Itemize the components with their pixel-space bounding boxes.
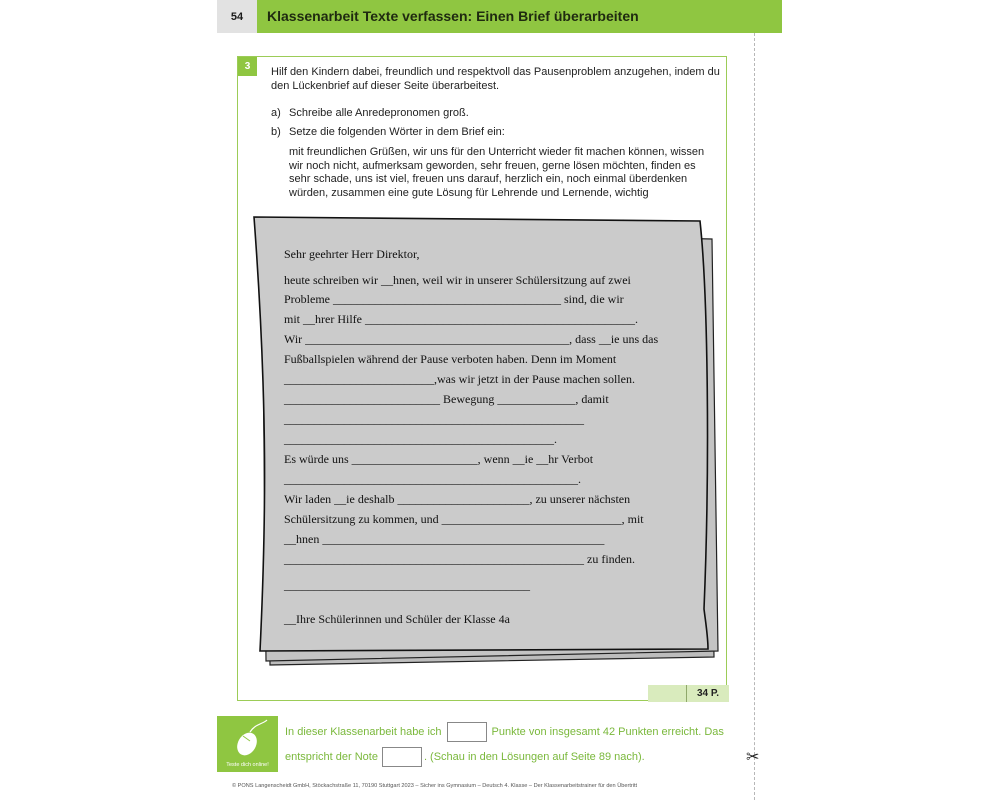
summary-text: Punkte von insgesamt 42 Punkten erreicht. Das — [491, 726, 724, 738]
letter-line: _____________________________________________. — [284, 432, 557, 446]
letter-line: _________________________,was wir jetzt in der Pause machen sollen. — [284, 372, 635, 386]
letter-line: Schülersitzung zu kommen, und ______________________________, mit — [284, 512, 644, 526]
letter-line: __hnen _______________________________________________ — [284, 532, 605, 546]
page-title: Klassenarbeit Texte verfassen: Einen Brief überarbeiten — [267, 8, 639, 24]
letter-line: __________________________ Bewegung _____________, damit — [284, 392, 609, 406]
task-item-a — [271, 106, 469, 120]
letter-line: __________________________________________________ — [284, 412, 584, 426]
task-item-label: b) — [271, 126, 281, 138]
score-summary-line — [285, 722, 724, 742]
online-test-label: Teste dich online! — [226, 762, 269, 768]
page-number: 54 — [217, 0, 257, 33]
grade-summary-line — [285, 747, 645, 767]
task-item-text: Setze die folgenden Wörter in dem Brief ein: — [289, 126, 505, 138]
letter-line: mit __hrer Hilfe _____________________________________________. — [284, 312, 638, 326]
points-input[interactable] — [447, 722, 487, 742]
letter-line: heute schreiben wir __hnen, weil wir in unserer Schülersitzung auf zwei — [284, 273, 631, 287]
letter-line: Es würde uns _____________________, wenn __ie __hr Verbot — [284, 452, 594, 466]
letter-line: Wir ____________________________________________, dass __ie uns das — [284, 332, 659, 346]
cut-line — [754, 33, 755, 800]
word-list: mit freundlichen Grüßen, wir uns für den Unterricht wieder fit machen können, wissen wir noch nicht, aufmerksam geworden, sehr freuen, gerne lösen möchten, finden es sehr schade, uns ist viel, freuen uns darauf, herzlich ein, noch einmal überdenken würden, zusammen eine gute Lösung für Lehrende und Lernende, wichtig — [289, 146, 705, 199]
task-instruction: Hilf den Kindern dabei, freundlich und respektvoll das Pausenproblem anzugehen, indem du den Lückenbrief auf dieser Seite überarbeitest. — [271, 66, 720, 92]
task-item-text: Schreibe alle Anredepronomen groß. — [289, 107, 469, 119]
scissors-icon: ✂ — [746, 749, 760, 766]
summary-text: entspricht der Note — [285, 751, 378, 763]
letter-line: Sehr geehrter Herr Direktor, — [284, 247, 420, 261]
summary-text: . (Schau in den Lösungen auf Seite 89 nach). — [423, 751, 645, 763]
mouse-icon — [217, 716, 278, 760]
footer-copyright: © PONS Langenscheidt GmbH, Stöckachstraße 11, 70190 Stuttgart 2023 – Sicher ins Gymnasium – Deutsch 4. Klasse – Der Klassenarbeitstrainer für den Übertritt — [232, 783, 638, 789]
letter-line: Wir laden __ie deshalb ______________________, zu unserer nächsten — [284, 492, 631, 506]
online-test-button[interactable] — [217, 716, 278, 772]
header-bar — [257, 0, 782, 33]
letter-line: _________________________________________________. — [284, 472, 581, 486]
summary-text: In dieser Klassenarbeit habe ich — [285, 726, 442, 738]
letter-line: __________________________________________________ zu finden. — [284, 552, 635, 566]
letter-line: Probleme ______________________________________ sind, die wir — [284, 292, 624, 306]
grade-input[interactable] — [382, 747, 422, 767]
points-value: 34 P. — [686, 685, 729, 702]
task-item-label: a) — [271, 107, 281, 119]
letter-signature: __Ihre Schülerinnen und Schüler der Klasse 4a — [284, 612, 510, 626]
letter-line: _________________________________________ — [284, 578, 530, 592]
task-number: 3 — [238, 57, 257, 76]
letter-line: Fußballspielen während der Pause verboten haben. Denn im Moment — [284, 352, 617, 366]
task-item-b — [271, 125, 505, 139]
